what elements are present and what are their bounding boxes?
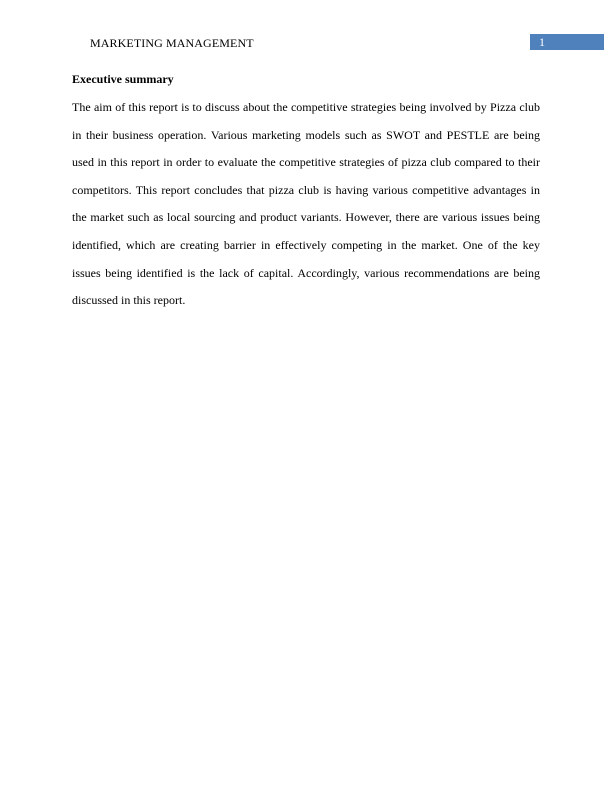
page-header [0,34,612,52]
running-head: MARKETING MANAGEMENT [90,36,254,50]
section-heading: Executive summary [72,72,174,86]
document-body [72,70,540,315]
page-number: 1 [539,35,545,49]
summary-paragraph: The aim of this report is to discuss about the competitive strategies being involved by Pizza club in their business operation. Various marketing models such as SWOT and PESTLE are being used in this report in order to evaluate the competitive strategies of pizza club compared to their competitors. This report concludes that pizza club is having various competitive advantages in the market such as local sourcing and product variants. However, there are various issues being identified, which are creating barrier in effectively competing in the market. One of the key issues being identified is the lack of capital. Accordingly, various recommendations are being discussed in this report. [72,100,540,308]
page-number-box [530,34,604,50]
